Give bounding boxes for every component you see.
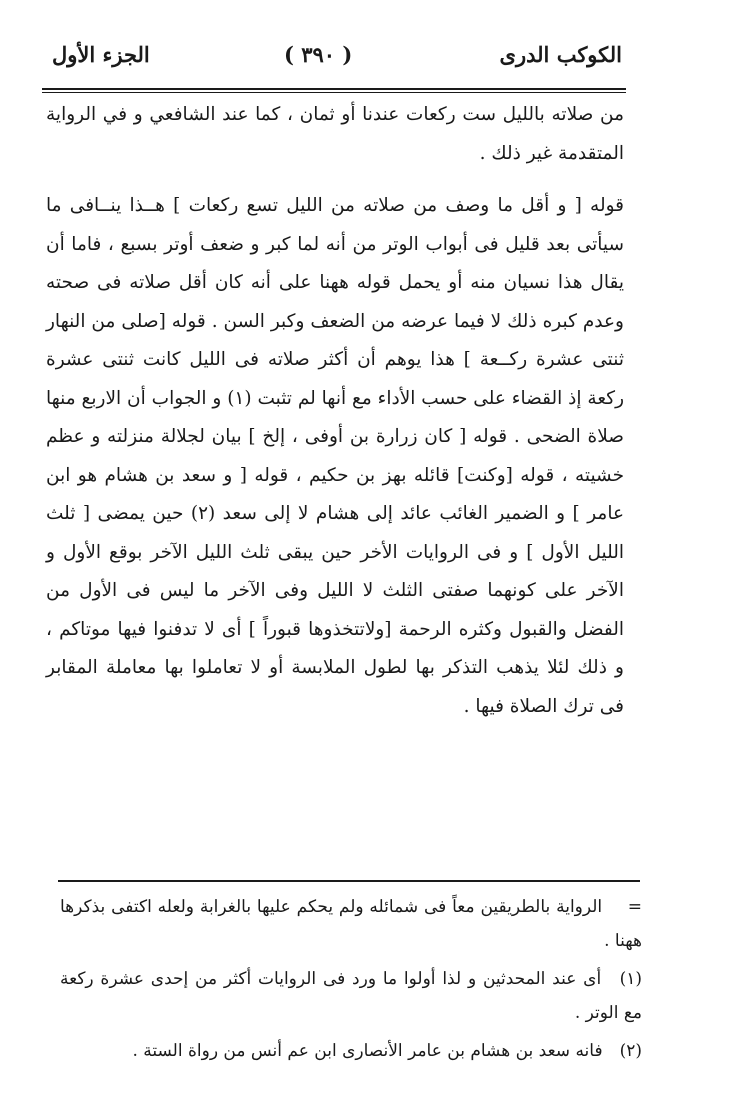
footnote-mark: (١)	[619, 969, 642, 989]
paragraph-1: من صلاته بالليل ست ركعات عندنا أو ثمان ، كما عند الشافعي و في الرواية المتقدمة غير ذلك .	[46, 104, 624, 164]
book-title: الكوكب الدرى	[499, 42, 622, 67]
footnote-rule	[58, 880, 640, 882]
page-number: ( ٣٩٠ )	[284, 42, 353, 67]
footnote-mark: =	[627, 897, 643, 917]
footnote-2	[60, 1034, 642, 1068]
footnote-continuation	[60, 890, 642, 958]
main-text	[46, 96, 624, 726]
footnote-text: الرواية بالطريقين معاً فى شمائله ولم يحكم عليها بالغرابة ولعله اكتفى بذكرها ههنا .	[60, 897, 642, 951]
footnotes	[60, 890, 642, 1072]
header-rule-thin	[42, 92, 626, 93]
footnote-mark: (٢)	[619, 1041, 642, 1061]
header-rule	[42, 88, 626, 90]
running-header	[44, 38, 622, 78]
footnote-text: أى عند المحدثين و لذا أولوا ما ورد فى الروايات أكثر من إحدى عشرة ركعة مع الوتر .	[60, 969, 642, 1023]
paragraph-2: قوله [ و أقل ما وصف من صلاته من الليل تسع ركعات ] هــذا ينــافى ما سيأتى بعد قليل فى أبواب الوتر من أنه لما كبر و ضعف أوتر بسبع ، فاما أن يقال هذا نسيان منه أو يحمل قوله ههنا على أنه كان أقل صلاته فى صحته وعدم كبره ذلك لا فيما عرضه من الضعف وكبر السن . قوله [صلى من النهار ثنتى عشرة ركــعة ] هذا يوهم أن أكثر صلاته فى الليل كانت ثنتى عشرة ركعة إذ القضاء على حسب الأداء مع أنها لم تثبت (١) و الجواب أن الاربع منها صلاة الضحى . قوله [ كان زرارة بن أوفى ، إلخ ] بيان لجلالة منزلته و عظم خشيته ، قوله [وكنت] قائله بهز بن حكيم ، قوله [ و سعد بن هشام هو ابن عامر ] و الضمير الغائب عائد إلى هشام لا إلى سعد (٢) حين يمضى [ ثلث الليل الأول ] و فى الروايات الأخر حين يبقى ثلث الليل الآخر بوقع الأول و الآخر على كونهما صفتى الثلث لا الليل وفى الآخر ما ليس فى الأول من الفضل والقبول وكثره الرحمة [ولاتتخذوها قبوراً ] أى لا تدفنوا فيها موتاكم ، و ذلك لئلا يذهب التذكر بها لطول الملابسة أو لا تعاملوا بها معاملة المقابر فى ترك الصلاة فيها .	[46, 195, 625, 717]
footnote-text: فانه سعد بن هشام بن عامر الأنصارى ابن عم أنس من رواة الستة .	[132, 1041, 603, 1061]
footnote-1	[60, 962, 642, 1030]
volume-label: الجزء الأول	[52, 42, 150, 67]
